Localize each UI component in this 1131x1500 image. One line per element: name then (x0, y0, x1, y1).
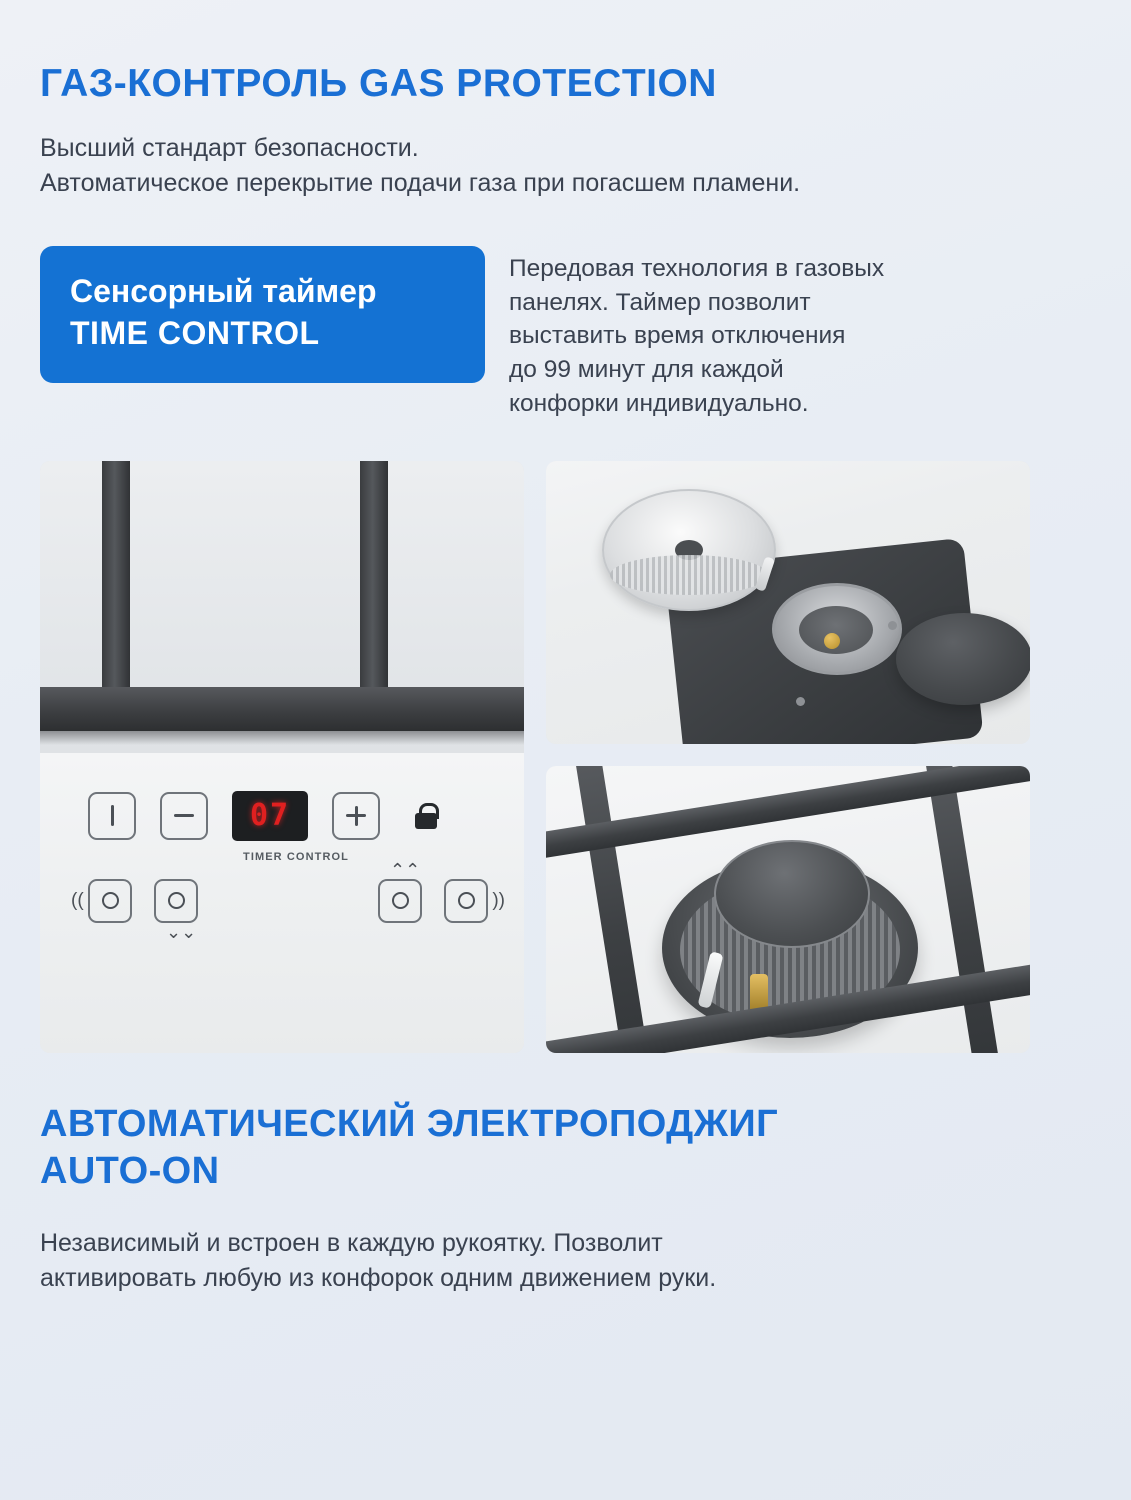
footer-text-line-2: активировать любую из конфорок одним движением руки. (40, 1264, 717, 1293)
footer-title-line-2: AUTO-ON (40, 1150, 220, 1193)
subtitle-line-2: Автоматическое перекрытие подачи газа при погасшем пламени. (40, 169, 801, 198)
burner-dot-icon (102, 892, 119, 909)
mid-section (40, 246, 1091, 421)
burner-key-front-right[interactable] (444, 879, 505, 923)
touch-panel-burner-row (71, 859, 505, 942)
assembled-burner-photo (546, 766, 1030, 1053)
touch-panel-top-row (88, 791, 488, 841)
timer-display-value: 07 (249, 798, 291, 834)
burner-key-rear-right[interactable] (378, 859, 422, 923)
burner-cap-disc (896, 613, 1030, 705)
timer-control-label: TIMER CONTROL (243, 850, 349, 863)
burner-dot-icon (392, 892, 409, 909)
touch-control-panel (71, 791, 505, 961)
burner-key-rear-left[interactable] (154, 879, 198, 942)
minus-icon[interactable] (160, 792, 208, 840)
description-line-2: панелях. Таймер позволит (509, 288, 811, 316)
footer-title (40, 1101, 1091, 1196)
burner-key-front-left[interactable] (71, 879, 132, 923)
burner-dot-icon (458, 892, 475, 909)
subtitle-line-1: Высший стандарт безопасности. (40, 133, 419, 162)
description-line-1: Передовая технология в газовых (509, 254, 885, 282)
page-subtitle (40, 131, 1091, 202)
timer-display (232, 791, 308, 841)
cooktop-control-panel-photo (40, 461, 524, 1053)
time-control-description (509, 246, 884, 421)
burner-dot-icon (168, 892, 185, 909)
lock-icon[interactable] (404, 794, 448, 838)
footer-title-line-1: АВТОМАТИЧЕСКИЙ ЭЛЕКТРОПОДЖИГ (40, 1102, 779, 1145)
burner-cap (714, 840, 870, 948)
badge-line-1: Сенсорный таймер (70, 272, 377, 309)
grate-bar-vertical-right (360, 461, 388, 691)
burner-screw (888, 621, 897, 630)
badge-line-2: TIME CONTROL (70, 315, 320, 352)
page-title: ГАЗ-КОНТРОЛЬ GAS PROTECTION (40, 62, 717, 105)
description-line-5: конфорки индивидуально. (509, 390, 809, 418)
footer-text (40, 1226, 1091, 1297)
burner-parts-photo (546, 461, 1030, 744)
burner-crown-ring (602, 489, 776, 611)
grate-bar-horizontal (40, 687, 524, 731)
grate-bar-vertical-left (102, 461, 130, 691)
plus-icon[interactable] (332, 792, 380, 840)
description-line-4: до 99 минут для каждой (509, 356, 784, 384)
cooktop-surface (40, 461, 524, 753)
photo-column-left (40, 461, 524, 1053)
photo-column-right (546, 461, 1030, 1053)
wave-left-icon: (( (71, 889, 84, 911)
power-icon[interactable] (88, 792, 136, 840)
footer-text-line-1: Независимый и встроен в каждую рукоятку. Позволит (40, 1228, 663, 1257)
burner-base-ring (772, 583, 902, 675)
burner-gas-nozzle (824, 633, 840, 649)
time-control-badge (40, 246, 485, 383)
wave-up-icon: ⌃⌃ (390, 859, 421, 880)
wave-right-icon: )) (492, 889, 505, 911)
description-line-3: выставить время отключения (509, 322, 846, 350)
burner-screw (796, 697, 805, 706)
photo-gallery (40, 461, 1091, 1053)
wave-down-icon: ⌄⌄ (166, 921, 197, 942)
